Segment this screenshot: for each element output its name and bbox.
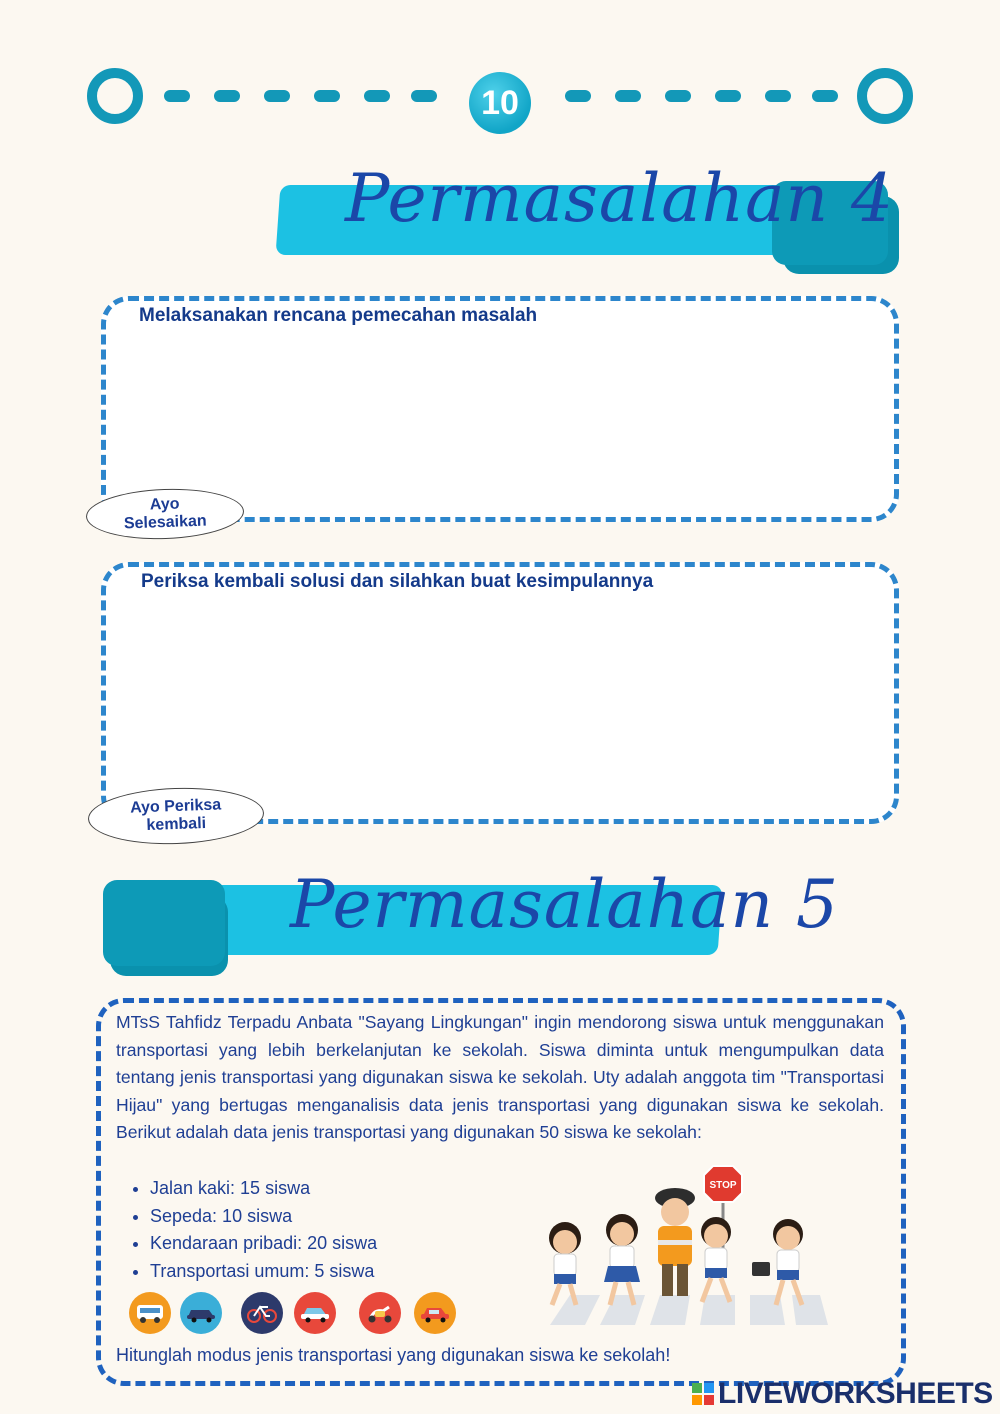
- dash: [615, 90, 641, 102]
- check-box-heading: Periksa kembali solusi dan silahkan buat kesimpulannya: [141, 571, 654, 592]
- dash: [565, 90, 591, 102]
- brand-text: LIVEWORKSHEETS: [718, 1377, 993, 1410]
- dash: [715, 90, 741, 102]
- solve-box[interactable]: [101, 296, 899, 522]
- scooter-icon: [359, 1292, 401, 1334]
- dash: [665, 90, 691, 102]
- list-item: • Transportasi umum: 5 siswa: [150, 1258, 530, 1286]
- list-item: • Sepeda: 10 siswa: [150, 1203, 530, 1231]
- ring-left-icon: [87, 68, 143, 124]
- problem-5-question: Hitunglah modus jenis transportasi yang digunakan siswa ke sekolah!: [116, 1345, 671, 1365]
- dash: [214, 90, 240, 102]
- dash: [314, 90, 340, 102]
- check-box[interactable]: [101, 562, 899, 824]
- liveworksheets-grid-icon: [692, 1383, 714, 1405]
- page-number: 10: [469, 72, 531, 134]
- dash: [765, 90, 791, 102]
- ring-right-icon: [857, 68, 913, 124]
- badge-line-2: kembali: [146, 814, 207, 835]
- liveworksheets-logo[interactable]: [692, 1377, 993, 1411]
- badge-line-1: Ayo: [149, 495, 180, 514]
- solve-box-heading: Melaksanakan rencana pemecahan masalah: [139, 305, 538, 326]
- badge-line-2: Selesaikan: [123, 512, 207, 533]
- dash: [812, 90, 838, 102]
- stop-sign-text: STOP: [709, 1180, 737, 1191]
- dash: [411, 90, 437, 102]
- transport-list: [116, 1175, 530, 1285]
- badge-line-1: Ayo Periksa: [129, 796, 222, 817]
- dash: [364, 90, 390, 102]
- list-item: • Kendaraan pribadi: 20 siswa: [150, 1230, 530, 1258]
- bus-icon: [129, 1292, 171, 1334]
- problem-5-paragraph: MTsS Tahfidz Terpadu Anbata "Sayang Lingkungan" ingin mendorong siswa untuk menggunakan transportasi yang lebih berkelanjutan ke sekolah. Siswa diminta untuk mengumpulkan data tentang jenis transportasi yang digunakan siswa ke sekolah. Uty adalah anggota tim "Transportasi Hijau" yang bertugas menganalisis data jenis transportasi yang digunakan siswa ke sekolah. Berikut adalah data jenis transportasi yang digunakan 50 siswa ke sekolah:: [116, 1012, 884, 1143]
- dash: [264, 90, 290, 102]
- bicycle-icon: [241, 1292, 283, 1334]
- problem-5-title: Permasalahan 5: [290, 866, 839, 943]
- banner-tab: [103, 880, 225, 966]
- car-icon: [294, 1292, 336, 1334]
- list-item: • Jalan kaki: 15 siswa: [150, 1175, 530, 1203]
- car-icon: [180, 1292, 222, 1334]
- dash: [164, 90, 190, 102]
- car-icon: [414, 1292, 456, 1334]
- problem-4-title: Permasalahan 4: [345, 160, 894, 237]
- crossing-illustration: [530, 1160, 830, 1330]
